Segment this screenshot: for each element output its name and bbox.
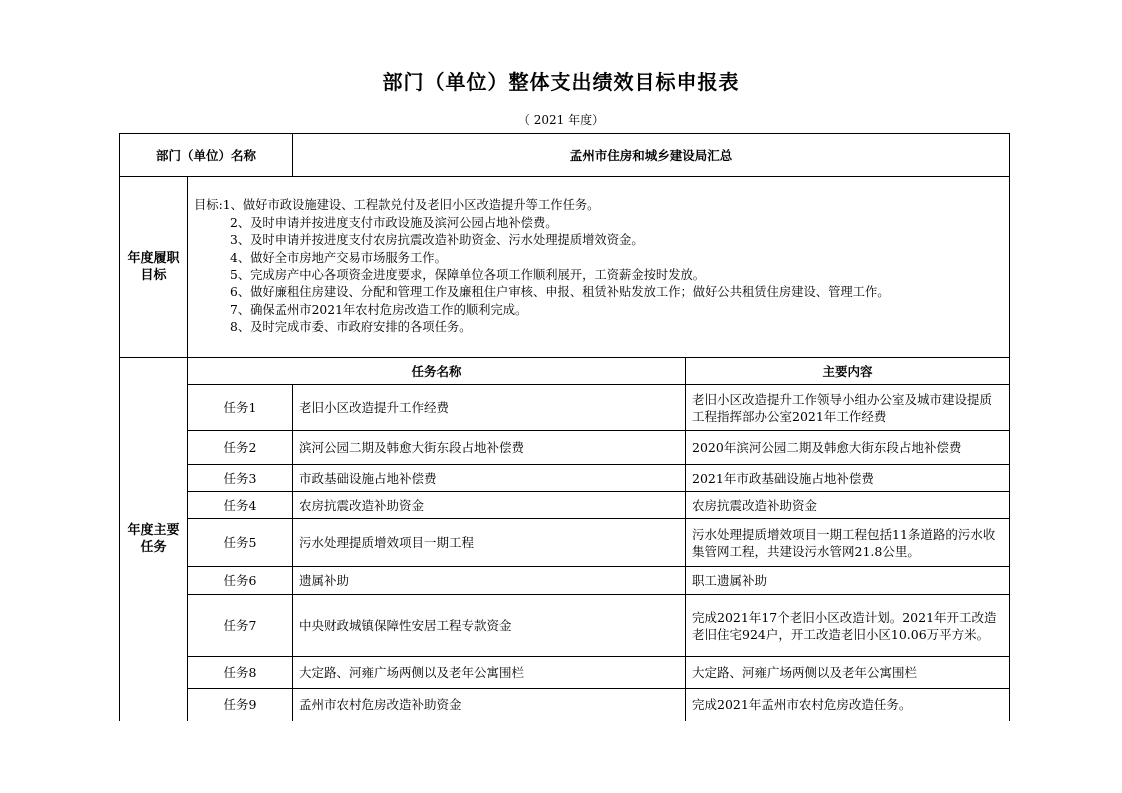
dept-label: 部门（单位）名称 (120, 134, 293, 177)
document-title: 部门（单位）整体支出绩效目标申报表 (382, 70, 740, 94)
task-name-header: 任务名称 (188, 358, 686, 385)
task-name: 农房抗震改造补助资金 (293, 492, 686, 519)
task-content: 完成2021年17个老旧小区改造计划。2021年开工改造老旧住宅924户，开工改造老旧小区10.06万平方米。 (686, 595, 1010, 657)
task-name: 中央财政城镇保障性安居工程专款资金 (293, 595, 686, 657)
annual-goal-label-line2: 目标 (140, 268, 167, 283)
task-name: 孟州市农村危房改造补助资金 (293, 689, 686, 721)
annual-goal-label (120, 177, 188, 358)
annual-tasks-label (120, 358, 188, 721)
annual-goal-row (120, 177, 1010, 358)
task-id: 任务4 (188, 492, 293, 519)
task-id: 任务8 (188, 657, 293, 689)
table-row (120, 492, 1010, 519)
dept-value: 孟州市住房和城乡建设局汇总 (293, 134, 1010, 177)
task-name: 市政基础设施占地补偿费 (293, 465, 686, 492)
task-content: 职工遗属补助 (686, 567, 1010, 595)
goal-line: 目标:1、做好市政设施建设、工程款兑付及老旧小区改造提升等工作任务。 (194, 198, 600, 213)
task-content: 完成2021年孟州市农村危房改造任务。 (686, 689, 1010, 721)
annual-goal-label-line1: 年度履职 (127, 251, 180, 266)
task-content: 大定路、河雍广场两侧以及老年公寓围栏 (686, 657, 1010, 689)
task-id: 任务3 (188, 465, 293, 492)
task-id: 任务2 (188, 431, 293, 465)
goal-line: 5、完成房产中心各项资金进度要求，保障单位各项工作顺利展开，工资薪金按时发放。 (230, 268, 706, 282)
table-row (120, 657, 1010, 689)
task-name: 遗属补助 (293, 567, 686, 595)
task-content: 农房抗震改造补助资金 (686, 492, 1010, 519)
performance-goal-table (119, 133, 1010, 721)
table-row (120, 567, 1010, 595)
table-row (120, 385, 1010, 431)
task-content: 污水处理提质增效项目一期工程包括11条道路的污水收集管网工程，共建设污水管网21.8公里。 (686, 519, 1010, 567)
goal-line: 3、及时申请并按进度支付农房抗震改造补助资金、污水处理提质增效资金。 (230, 233, 644, 248)
annual-tasks-label-line2: 任务 (140, 540, 167, 556)
task-header-row (120, 358, 1010, 385)
task-id: 任务6 (188, 567, 293, 595)
task-content: 老旧小区改造提升工作领导小组办公室及城市建设提质工程指挥部办公室2021年工作经费 (686, 385, 1010, 431)
table-row (120, 465, 1010, 492)
document-subtitle: （ 2021 年度） (517, 113, 605, 127)
table-row (120, 431, 1010, 465)
task-name: 大定路、河雍广场两侧以及老年公寓围栏 (293, 657, 686, 689)
goal-line: 6、做好廉租住房建设、分配和管理工作及廉租住户审核、申报、租赁补贴发放工作；做好公共租赁住房建设、管理工作。 (230, 285, 890, 300)
annual-goal-text (188, 177, 1010, 358)
table-row (120, 689, 1010, 721)
task-id: 任务9 (188, 689, 293, 721)
dept-row (120, 134, 1010, 177)
goal-line: 7、确保孟州市2021年农村危房改造工作的顺利完成。 (230, 302, 528, 317)
goal-line: 2、及时申请并按进度支付市政设施及滨河公园占地补偿费。 (230, 215, 558, 230)
table-row (120, 519, 1010, 567)
goal-line: 8、及时完成市委、市政府安排的各项任务。 (230, 320, 472, 335)
task-content: 2021年市政基础设施占地补偿费 (686, 465, 1010, 492)
task-name: 污水处理提质增效项目一期工程 (293, 519, 686, 567)
task-content-header: 主要内容 (686, 358, 1010, 385)
annual-tasks-label-line1: 年度主要 (127, 523, 180, 539)
task-content: 2020年滨河公园二期及韩愈大街东段占地补偿费 (686, 431, 1010, 465)
table-row (120, 595, 1010, 657)
goal-line: 4、做好全市房地产交易市场服务工作。 (230, 250, 447, 265)
task-name: 滨河公园二期及韩愈大街东段占地补偿费 (293, 431, 686, 465)
task-name: 老旧小区改造提升工作经费 (293, 385, 686, 431)
task-id: 任务1 (188, 385, 293, 431)
task-id: 任务5 (188, 519, 293, 567)
task-id: 任务7 (188, 595, 293, 657)
